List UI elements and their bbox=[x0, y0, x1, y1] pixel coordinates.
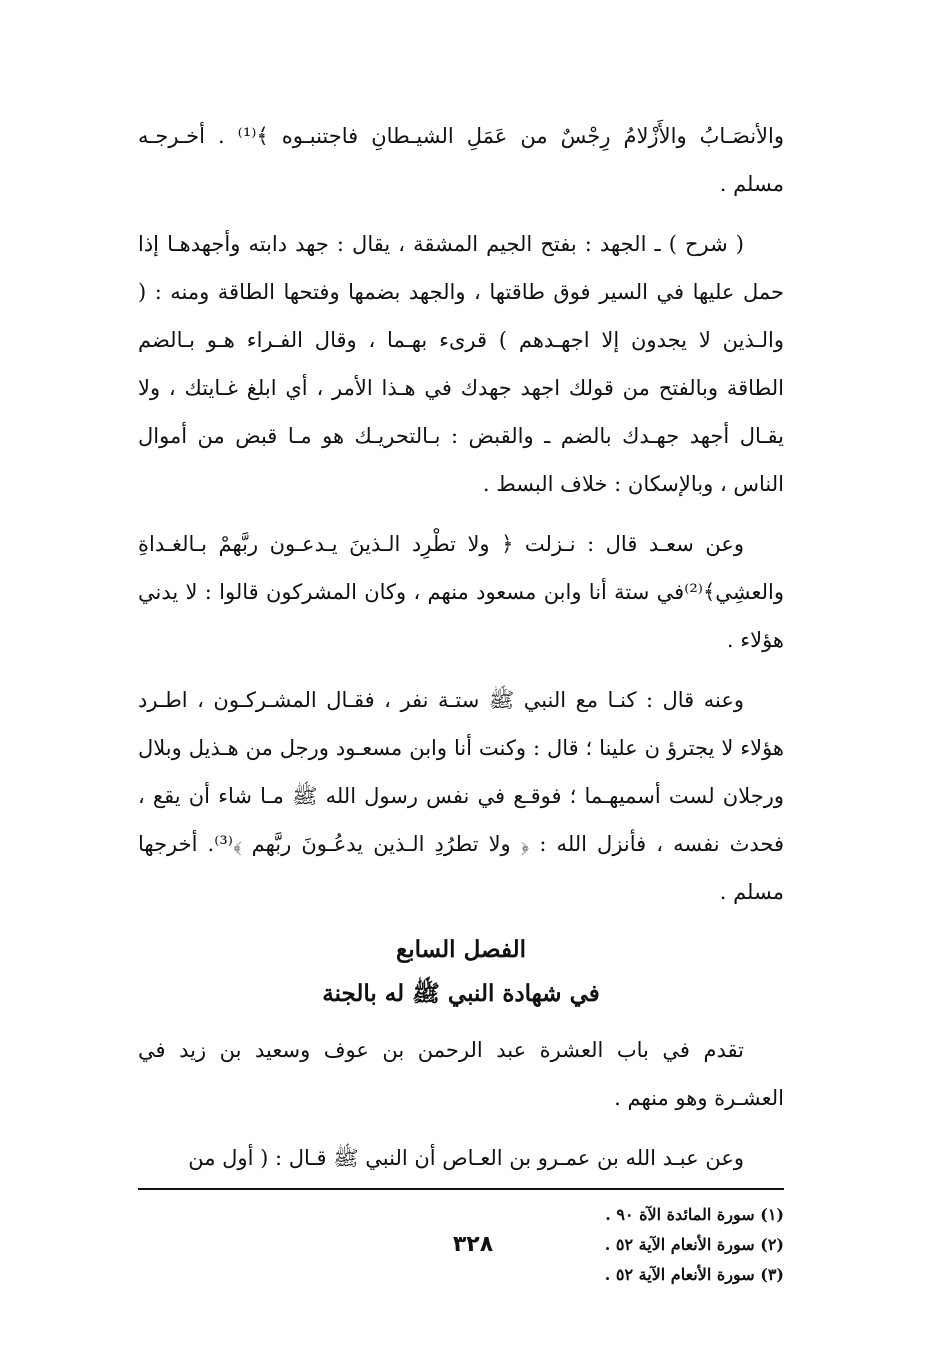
footnote-1: (١) سورة المائدة الآة ٩٠ . bbox=[605, 1205, 784, 1224]
page-body bbox=[138, 112, 784, 1290]
paragraph-6 bbox=[138, 1134, 784, 1182]
paragraph-4-text: وعنه قال : كنـا مع النبي ﷺ ستـة نفر ، فقـال المشـركـون ، اطـرد هؤلاء لا يجترؤ ن علينا ؛ قال : وكنت أنا وابن مسعـود ورجل من هـذيل وبلال ورجلان لست أسميهـما ؛ فوقـع في نفس رسول الله ﷺ مـا شاء أن يقع ، فحدث نفسه ، فأنزل الله : ﴿ ولا تطرُدِ الـذين يدعُـونَ ربَّهم ﴾⁽³⁾. أخرجها مسلم . bbox=[138, 688, 784, 904]
paragraph-2-text: ( شرح ) ـ الجهد : بفتح الجيم المشقة ، يقال : جهد دابته وأجهدهـا إذا حمل عليها في السير فوق طاقتها ، والجهد بضمها وفتحها الطاقة ومنه : ( والـذين لا يجدون إلا اجهـدهم ) قرىء بهـما ، وقال الفـراء هـو بـالضم الطاقة وبالفتح من قولك اجهد جهدك في هـذا الأمر ، أي ابلغ غـايتك ، ولا يقـال أجهد جهـدك بالضم ـ والقبض : بـالتحريـك هو مـا قبض من أموال الناس ، وبالإسكان : خلاف البسط . bbox=[138, 232, 785, 496]
footnote-2: (٢) سورة الأنعام الآية ٥٢ . bbox=[604, 1235, 784, 1254]
chapter-heading bbox=[138, 928, 784, 1016]
chapter-title: الفصل السابع bbox=[396, 936, 526, 963]
footnote-3: (٣) سورة الأنعام الآية ٥٢ . bbox=[604, 1265, 784, 1284]
chapter-subtitle: في شهادة النبي ﷺ له بالجنة bbox=[322, 980, 600, 1007]
paragraph-5-text: تقدم في باب العشرة عبد الرحمن بن عوف وسعيد بن زيد في العشـرة وهو منهم . bbox=[138, 1038, 784, 1110]
paragraph-5 bbox=[138, 1026, 784, 1122]
footnote-divider bbox=[138, 1188, 784, 1190]
paragraph-1-text: والأنصَـابُ والأَزْلامُ رِجْسٌ من عَمَلِ الشيـطانِ فاجتنبـوه ﴾⁽¹⁾ . أخـرجـه مسلم . bbox=[138, 124, 784, 196]
paragraph-2 bbox=[138, 220, 784, 508]
paragraph-1 bbox=[138, 112, 784, 208]
paragraph-3 bbox=[138, 520, 784, 664]
page-number: ٣٢٨ bbox=[452, 1232, 494, 1257]
paragraph-6-text: وعن عبـد الله بن عمـرو بن العـاص أن النبي ﷺ قـال : ( أول من bbox=[188, 1146, 744, 1170]
paragraph-4 bbox=[138, 676, 784, 916]
paragraph-3-text: وعن سعـد قال : نـزلت ﴿ ولا تطْرِد الـذينَ يـدعـون ربَّهمْ بـالغـداةِ والعشِي﴾⁽²⁾في ستة أنا وابن مسعود منهم ، وكان المشركون قالوا : لا يدني هؤلاء . bbox=[138, 532, 784, 652]
